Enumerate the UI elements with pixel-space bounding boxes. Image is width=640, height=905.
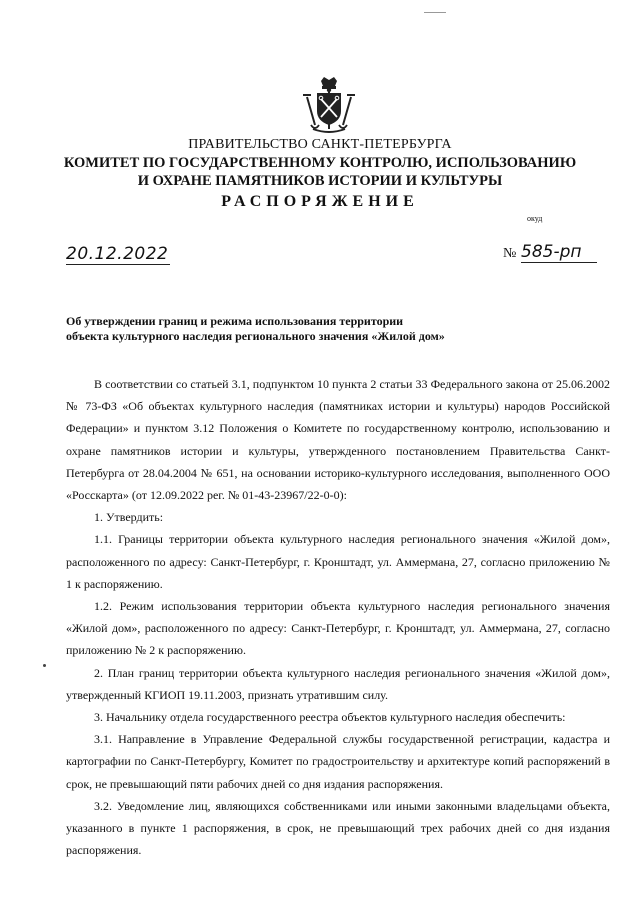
- paragraph-1-1: 1.1. Границы территории объекта культурного наследия регионального значения «Жилой дом», расположенного по адресу: Санкт-Петербург, г. Кронштадт, ул. Аммермана, 27, согласно приложению № 1 к распоряжению.: [66, 532, 610, 591]
- committee-name-line-1: КОМИТЕТ ПО ГОСУДАРСТВЕННОМУ КОНТРОЛЮ, ИСПОЛЬЗОВАНИЮ: [63, 155, 577, 171]
- okud-label: окуд: [527, 214, 543, 223]
- document-date: 20.12.2022: [66, 244, 169, 264]
- number-sign: №: [503, 246, 517, 261]
- paragraph-1-2: 1.2. Режим использования территории объекта культурного наследия регионального значения «Жилой дом», расположенного по адресу: Санкт-Петербург, г. Кронштадт, ул. Аммермана, 27, согласно приложению № 2 к распоряжению.: [66, 599, 610, 658]
- document-subject: [66, 314, 566, 344]
- document-type: РАСПОРЯЖЕНИЕ: [221, 193, 419, 210]
- paragraph-3-1: 3.1. Направление в Управление Федеральной службы государственной регистрации, кадастра и картографии по Санкт-Петербургу, Комитет по градостроительству и архитектуре копий распоряжений в срок, не превышающий пяти рабочих дней со дня издания распоряжения.: [66, 732, 610, 791]
- committee-name-line-2: И ОХРАНЕ ПАМЯТНИКОВ ИСТОРИИ И КУЛЬТУРЫ: [137, 173, 503, 189]
- saint-petersburg-coat-of-arms-icon: [299, 75, 359, 135]
- margin-mark: [43, 664, 46, 667]
- subject-line-2: объекта культурного наследия регионального значения «Жилой дом»: [66, 329, 445, 343]
- paragraph-preamble: В соответствии со статьей 3.1, подпунктом 10 пункта 2 статьи 33 Федерального закона от 25.06.2002 № 73-ФЗ «Об объектах культурного наследия (памятниках истории и культуры) народов Российской Федерации» и пунктом 3.12 Положения о Комитете по государственному контролю, использованию и охране памятников истории и культуры, утвержденного постановлением Правительства Санкт-Петербурга от 28.04.2004 № 651, на основании историко-культурного исследования, выполненного ООО «Росскарта» (от 12.09.2022 рег. № 01-43-23967/22-0-0):: [66, 377, 610, 503]
- subject-line-1: Об утверждении границ и режима использования территории: [66, 314, 404, 328]
- government-name: ПРАВИТЕЛЬСТВО САНКТ-ПЕТЕРБУРГА: [188, 137, 452, 152]
- top-divider: [424, 12, 446, 13]
- paragraph-3-2: 3.2. Уведомление лиц, являющихся собственниками или иными законными владельцами объекта, указанного в пункте 1 распоряжения, в срок, не превышающий трех рабочих дней со дня издания распоряжения.: [66, 798, 610, 858]
- document-number: 585-рп: [521, 242, 597, 263]
- paragraph-2: 2. План границ территории объекта культурного наследия регионального значения «Жилой дом», утвержденный КГИОП 19.11.2003, признать утратившим силу.: [66, 665, 610, 702]
- paragraph-3: 3. Начальнику отдела государственного реестра объектов культурного наследия обеспечить:: [94, 710, 566, 725]
- document-body: [66, 373, 610, 861]
- paragraph-1: 1. Утвердить:: [94, 510, 164, 525]
